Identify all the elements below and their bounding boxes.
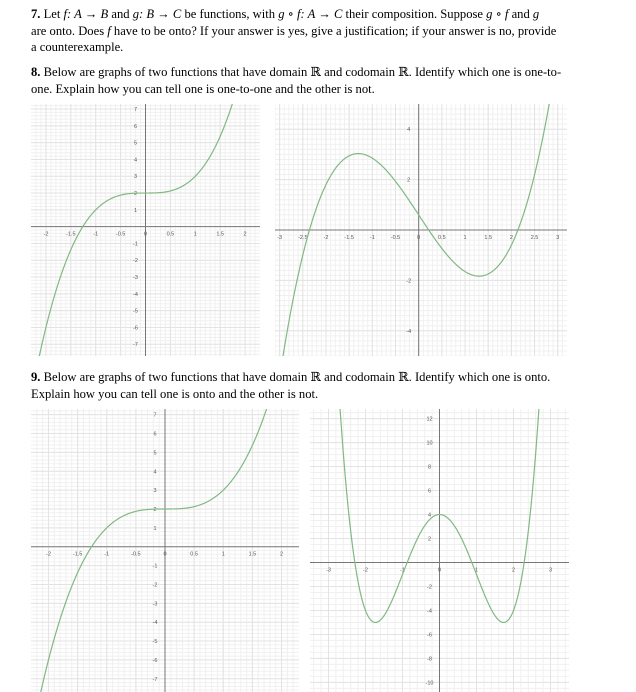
y-tick-label: -3 — [152, 601, 158, 608]
x-tick-label: 2 — [243, 231, 247, 238]
x-tick-label: 1 — [463, 235, 467, 241]
x-tick-label: 1.5 — [216, 231, 225, 238]
x-tick-label: 0 — [417, 235, 421, 241]
q7-composition-2: g ∘ f — [486, 7, 509, 21]
q7-f-map: f: A → B — [63, 7, 109, 21]
q7-text-6: a counterexample. — [31, 40, 124, 54]
graph-2-svg — [275, 104, 567, 356]
x-tick-label: -0.5 — [131, 551, 141, 558]
x-tick-label: -1 — [369, 235, 375, 241]
y-tick-label: -2 — [406, 278, 412, 285]
graph-quartic-not-onto — [310, 409, 569, 692]
y-tick-label: 2 — [133, 191, 138, 198]
x-tick-label: 2 — [511, 567, 516, 574]
y-tick-label: 7 — [153, 412, 157, 419]
x-tick-label: -1.5 — [72, 551, 83, 558]
x-tick-label: -1 — [400, 567, 405, 574]
graph-3-svg — [31, 409, 299, 692]
x-tick-label: 1 — [221, 551, 225, 558]
y-tick-label: 7 — [133, 107, 138, 114]
y-tick-label: -5 — [152, 639, 158, 646]
question-8 — [31, 64, 591, 97]
y-tick-label: -6 — [152, 657, 158, 664]
x-tick-label: 3 — [556, 235, 560, 241]
x-tick-label: 0.5 — [438, 235, 446, 241]
x-tick-label: -1.5 — [344, 235, 354, 241]
y-tick-label: 1 — [133, 207, 138, 214]
y-tick-label: -6 — [133, 325, 138, 332]
y-tick-label: -1 — [152, 563, 158, 570]
q7-and: and — [108, 7, 133, 21]
q7-f: f — [107, 23, 111, 38]
x-tick-label: 2 — [509, 235, 513, 241]
x-tick-label: -2 — [43, 231, 49, 238]
y-tick-label: -4 — [152, 620, 158, 627]
y-tick-label: 1 — [153, 525, 157, 532]
q8-text-2: one. Explain how you can tell one is one-to-one and the other is not. — [31, 81, 375, 96]
q7-text-2: be functions, with — [181, 7, 279, 21]
x-tick-label: -3 — [326, 567, 331, 574]
y-tick-label: -5 — [133, 308, 138, 315]
x-tick-label: -2 — [323, 235, 329, 241]
x-tick-label: 0 — [437, 567, 442, 574]
q7-number: 7. — [31, 7, 41, 21]
y-tick-label: -4 — [133, 291, 138, 298]
x-tick-label: -2 — [46, 551, 51, 558]
x-tick-label: 1 — [193, 231, 197, 238]
x-tick-label: 1.5 — [248, 551, 257, 558]
y-tick-label: -4 — [406, 328, 412, 335]
y-tick-label: -6 — [427, 632, 432, 639]
x-tick-label: 0 — [143, 231, 148, 238]
x-tick-label: 0.5 — [166, 231, 175, 238]
y-tick-label: -10 — [425, 680, 434, 687]
q7-text-1: Let — [43, 7, 64, 21]
graph-4-svg — [310, 409, 569, 692]
q8-text-1: Below are graphs of two functions that have domain ℝ and codomain ℝ. Identify which one is one-to- — [40, 65, 562, 79]
y-tick-label: 5 — [133, 140, 138, 147]
graph-cubic-onto — [31, 409, 299, 692]
x-tick-label: -3 — [277, 235, 283, 241]
y-tick-label: 3 — [133, 174, 138, 181]
x-tick-label: -0.5 — [115, 231, 126, 238]
x-tick-label: 2 — [279, 551, 284, 558]
y-tick-label: -4 — [427, 608, 432, 615]
y-tick-label: 5 — [153, 450, 157, 457]
question-7 — [31, 6, 591, 56]
x-tick-label: -1.5 — [66, 231, 76, 238]
q9-number: 9. — [31, 370, 41, 384]
q9-text-1: Below are graphs of two functions that have domain ℝ and codomain ℝ. Identify which one is onto. — [40, 370, 551, 384]
y-tick-label: 10 — [426, 440, 433, 447]
x-tick-label: -2.5 — [298, 235, 308, 241]
q7-text-3: their composition. Suppose — [342, 7, 487, 21]
q9-text-2: Explain how you can tell one is onto and the other is not. — [31, 386, 319, 401]
y-tick-label: 4 — [407, 127, 411, 134]
y-tick-label: 4 — [427, 512, 432, 519]
x-tick-label: 3 — [548, 567, 553, 574]
q7-g: g — [532, 7, 540, 21]
q7-composition: g ∘ f: A → C — [278, 7, 343, 21]
y-tick-label: -8 — [427, 656, 432, 663]
y-tick-label: 3 — [153, 488, 157, 495]
q7-text-5: have to be onto? If your answer is yes, give a justification; if your answer is no, provide — [110, 23, 557, 38]
y-tick-label: -1 — [133, 241, 138, 248]
graph-1-svg — [31, 104, 260, 356]
x-tick-label: 0.5 — [190, 551, 198, 558]
graph-cubic-not-one-to-one — [275, 104, 567, 356]
q8-number: 8. — [31, 65, 41, 79]
y-tick-label: 6 — [427, 488, 432, 495]
x-tick-label: -0.5 — [390, 235, 401, 241]
q7-g-map: g: B → C — [132, 7, 182, 21]
y-tick-label: 6 — [153, 431, 157, 438]
x-tick-label: -1 — [104, 551, 110, 558]
x-tick-label: 1 — [474, 567, 479, 574]
x-tick-label: -1 — [93, 231, 99, 238]
y-tick-label: 8 — [427, 464, 432, 471]
x-tick-label: 2.5 — [530, 235, 539, 241]
y-tick-label: -2 — [427, 584, 432, 591]
y-tick-label: -3 — [133, 275, 138, 282]
y-tick-label: 2 — [427, 536, 432, 543]
q7-text-4: are onto. Does — [31, 23, 108, 38]
y-tick-label: -2 — [152, 582, 158, 589]
y-tick-label: 2 — [153, 506, 157, 513]
y-tick-label: 2 — [407, 177, 411, 184]
x-tick-label: 0 — [163, 551, 167, 558]
x-tick-label: -2 — [363, 567, 368, 574]
y-tick-label: -2 — [133, 258, 138, 265]
y-tick-label: -7 — [133, 342, 138, 349]
y-tick-label: 4 — [133, 157, 138, 164]
graph-cubic-one-to-one — [31, 104, 260, 356]
y-tick-label: 12 — [426, 416, 433, 423]
q7-and-2: and — [508, 7, 533, 21]
y-tick-label: 4 — [153, 469, 157, 476]
y-tick-label: 6 — [133, 123, 138, 130]
x-tick-label: 1.5 — [484, 235, 493, 241]
question-9 — [31, 369, 591, 402]
y-tick-label: -7 — [152, 676, 158, 683]
